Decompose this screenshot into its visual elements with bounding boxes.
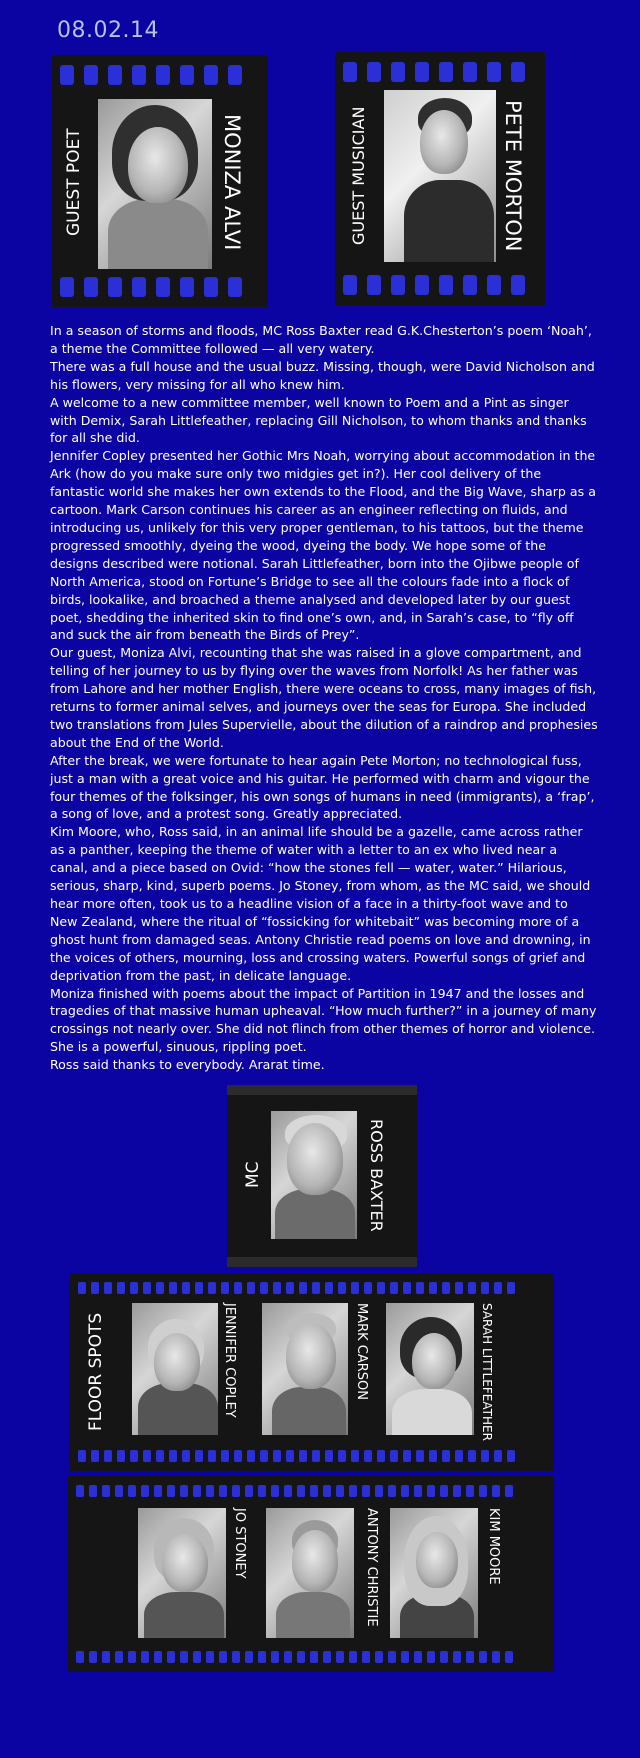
paragraph: After the break, we were fortunate to hear again Pete Morton; no technological fuss, just a man with a great voice and his guitar. He performed with charm and vigour the four themes of the folksinger, his own songs of humans in need (immigrants), a ‘frap’, a song of love, and a protest song. Greatly appreciated.: [50, 752, 595, 822]
film-sprockets-bottom: [70, 1449, 554, 1463]
floor-spot-portrait: [266, 1508, 354, 1638]
event-report-text: [50, 322, 598, 1074]
paragraph: A welcome to a new committee member, well known to Poem and a Pint as singer with Demix, Sarah Littlefeather, replacing Gill Nicholson, to whom thanks and thanks for all she did.: [50, 394, 587, 446]
floor-spot-portrait: [132, 1303, 218, 1435]
film-sprockets-bottom: [335, 273, 545, 297]
floor-spot-portrait: [386, 1303, 474, 1435]
guest-musician-portrait: [384, 90, 496, 262]
film-sprockets-bottom: [68, 1650, 554, 1664]
guest-musician-name-label: PETE MORTON: [501, 100, 525, 252]
paragraph: In a season of storms and floods, MC Ross Baxter read G.K.Chesterton’s poem ‘Noah’, a theme the Committee followed — all very watery.: [50, 323, 592, 356]
mc-photo: [227, 1085, 417, 1267]
guest-poet-portrait: [98, 99, 212, 269]
floor-spot-name-label: JENNIFER COPLEY: [222, 1303, 237, 1418]
guest-poet-role-label: GUEST POET: [64, 128, 84, 236]
floor-spots-strip-1: [70, 1273, 554, 1471]
floor-spot-portrait: [138, 1508, 226, 1638]
page-date: 08.02.14: [57, 18, 159, 43]
mc-role-label: MC: [243, 1161, 263, 1189]
guest-musician-photo: [335, 52, 545, 305]
floor-spots-strip-2: [68, 1476, 554, 1672]
mc-name-label: ROSS BAXTER: [367, 1118, 386, 1232]
floor-spots-label: FLOOR SPOTS: [86, 1312, 106, 1432]
paragraph: Moniza finished with poems about the impact of Partition in 1947 and the losses and tragedies of that massive human upheaval. “How much further?” in a journey of many crossings not nearly over. She did not flinch from other themes of horror and violence. She is a powerful, sinuous, rippling poet.: [50, 985, 597, 1055]
floor-spot-name-label: KIM MOORE: [486, 1508, 501, 1585]
mc-portrait: [271, 1111, 357, 1239]
floor-spot-name-label: MARK CARSON: [354, 1303, 369, 1401]
film-sprockets-top: [70, 1281, 554, 1295]
film-sprockets-bottom: [52, 275, 268, 299]
paragraph: There was a full house and the usual buzz. Missing, though, were David Nicholson and his flowers, very missing for all who knew him.: [50, 358, 595, 392]
floor-spot-portrait: [390, 1508, 478, 1638]
floor-spot-name-label: SARAH LITTLEFEATHER: [480, 1303, 494, 1441]
film-sprockets-top: [68, 1484, 554, 1498]
floor-spot-name-label: JO STONEY: [232, 1508, 247, 1579]
paragraph: Ross said thanks to everybody. Ararat time.: [50, 1057, 325, 1073]
paragraph: Our guest, Moniza Alvi, recounting that she was raised in a glove compartment, and telling of her journey to us by flying over the waves from Norfolk! As her father was from Lahore and her mother English, there were oceans to cross, many images of fish, returns to former animal selves, and journeys over the seas for Europa. She included two translations from Jules Supervielle, about the dilution of a raindrop and prophesies about the End of the World.: [50, 645, 598, 750]
paragraph: Jennifer Copley presented her Gothic Mrs Noah, worrying about accommodation in the Ark (how do you make sure only two midgies get in?). Her cool delivery of the fantastic world she makes her own extends to the Flood, and the Big Wave, sharp as a cartoon. Mark Carson continues his career as an engineer reflecting on fluids, and introducing us, unlikely for this very proper gentleman, to his tattoos, but the theme progressed smoothly, dyeing the wood, dyeing the body. We hope some of the designs described were notional. Sarah Littlefeather, born into the Ojibwe people of North America, stood on Fortune’s Bridge to see all the colours fade into a flock of birds, lookalike, and broached a theme analysed and developed later by our guest poet, shedding the inherited skin to find one’s own, and, in Sarah’s case, to “fly off and suck the air from beneath the Birds of Prey”.: [50, 448, 596, 643]
guest-poet-photo: [52, 55, 268, 307]
floor-spot-name-label: ANTONY CHRISTIE: [364, 1508, 379, 1627]
film-sprockets-top: [335, 60, 545, 84]
guest-musician-role-label: GUEST MUSICIAN: [349, 106, 368, 246]
floor-spot-portrait: [262, 1303, 348, 1435]
guest-poet-name-label: MONIZA ALVI: [220, 113, 244, 251]
paragraph: Kim Moore, who, Ross said, in an animal life should be a gazelle, came across rather as a panther, keeping the theme of water with a letter to an ex who lived near a canal, and a piece based on Ovid: “how the stones fell — water, water.” Hilarious, serious, sharp, kind, superb poems. Jo Stoney, from whom, as the MC said, we should hear more often, took us to a headline vision of a face in a thirty-foot wave and to New Zealand, where the ritual of “fossicking for whitebait” was becoming more of a ghost hunt from damaged seas. Antony Christie read poems on love and drowning, in the voices of others, mourning, loss and crossing waters. Powerful songs of grief and deprivation from the past, in delicate language.: [50, 824, 591, 983]
film-sprockets-top: [52, 63, 268, 87]
